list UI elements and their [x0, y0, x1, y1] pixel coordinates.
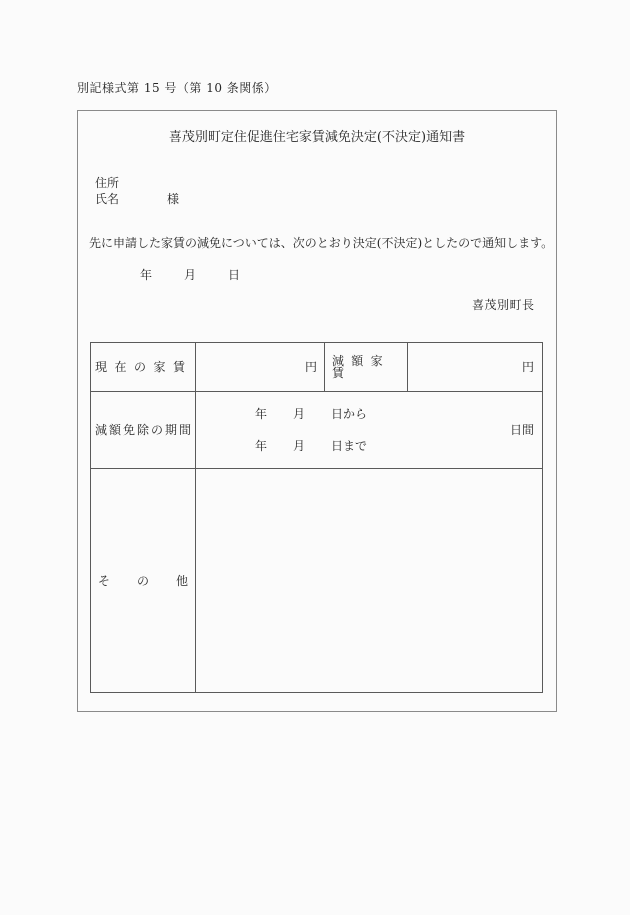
reduced-rent-value-cell: 円	[408, 343, 542, 392]
notice-title: 喜茂別町定住促進住宅家賃減免決定(不決定)通知書	[168, 130, 466, 145]
period-from-line	[255, 408, 367, 420]
current-rent-label-cell: 現在の家賃	[91, 343, 196, 392]
period-label-cell: 減額免除の期間	[91, 392, 196, 469]
period-value-cell	[196, 392, 542, 469]
day-label: 日	[228, 268, 241, 282]
period-to-year-label: 年	[255, 439, 268, 453]
notice-body-text: 先に申請した家賃の減免については、次のとおり決定(不決定)としたので通知します。	[89, 236, 554, 250]
year-label: 年	[140, 268, 153, 282]
period-from-day-label: 日から	[331, 407, 368, 421]
month-label: 月	[184, 268, 197, 282]
other-value-cell	[196, 469, 542, 692]
other-char-3: 他	[175, 573, 188, 588]
other-char-1: そ	[98, 573, 111, 588]
name-line	[95, 193, 179, 205]
other-char-2: の	[136, 573, 149, 588]
current-rent-value-cell: 円	[196, 343, 325, 392]
period-from-year-label: 年	[255, 407, 268, 421]
period-to-month-label: 月	[293, 439, 306, 453]
rent-table	[90, 342, 543, 693]
address-label: 住所	[95, 176, 120, 190]
name-label: 氏名	[95, 192, 120, 206]
sender-title: 喜茂別町長	[472, 298, 535, 312]
honorific-label: 様	[167, 192, 180, 206]
form-number: 別記様式第 15 号（第 10 条関係）	[77, 81, 277, 95]
issue-date-line	[140, 269, 240, 281]
period-to-day-label: 日まで	[331, 439, 368, 453]
other-label-cell	[91, 469, 196, 692]
reduced-rent-label-cell: 減額家賃	[325, 343, 408, 392]
period-to-line	[255, 440, 367, 452]
period-from-month-label: 月	[293, 407, 306, 421]
period-days-unit: 日間	[509, 423, 534, 437]
